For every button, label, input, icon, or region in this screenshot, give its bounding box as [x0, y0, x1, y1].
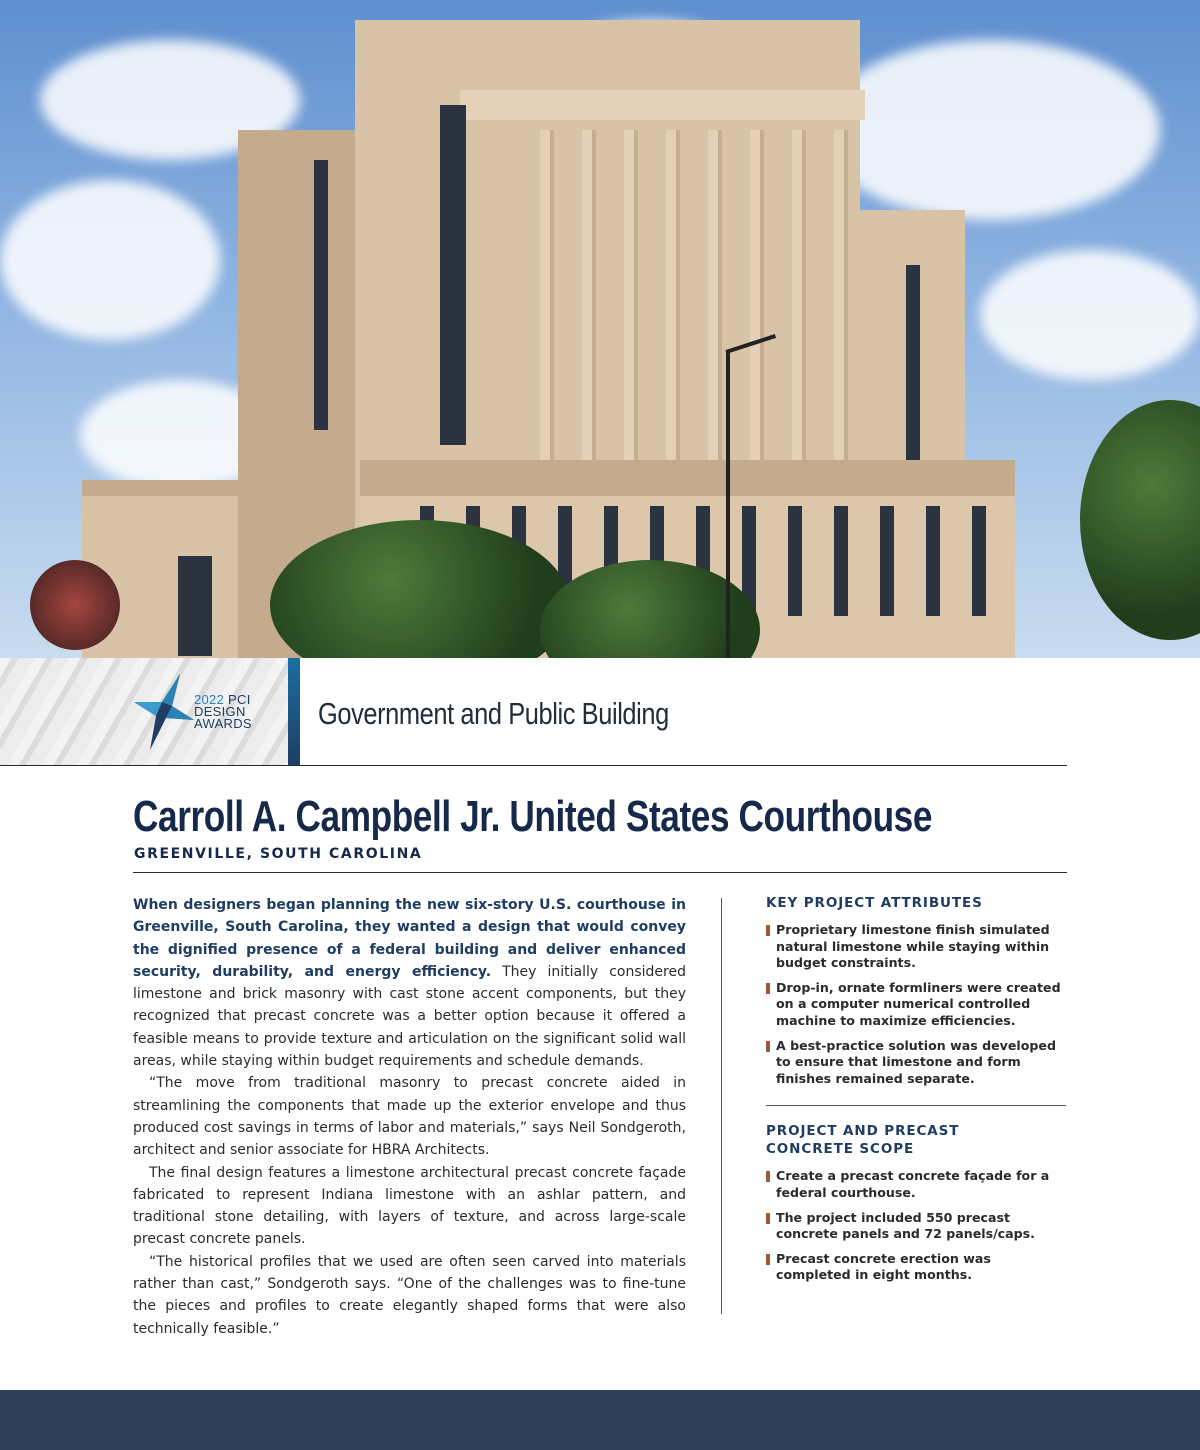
column-divider: [721, 898, 722, 1314]
article-body: [133, 894, 686, 1340]
body-paragraph-3: The final design features a limestone architectural precast concrete façade fabricated to represent Indiana limestone with an ashlar pattern, and traditional stone detailing, with layers of texture, and across large-scale precast concrete panels.: [133, 1164, 686, 1248]
footer-band: [0, 1390, 1200, 1450]
award-org: PCI: [228, 692, 251, 707]
attributes-heading: KEY PROJECT ATTRIBUTES: [766, 895, 983, 911]
scope-heading-line-2: CONCRETE SCOPE: [766, 1141, 915, 1158]
list-item: [766, 1038, 1066, 1088]
attributes-list: [766, 922, 1066, 1087]
category-banner: [0, 658, 1200, 768]
star-logo-icon: [132, 672, 196, 752]
pci-award-badge: [132, 672, 282, 752]
body-paragraph-2: “The move from traditional masonry to precast concrete aided in streamlining the components that made up the exterior envelope and thus produced cost savings in terms of labor and materials,” says Neil Sondgeroth, architect and senior associate for HBRA Architects.: [133, 1075, 686, 1159]
title-rule: [133, 872, 1067, 873]
sidebar-rule: [766, 1105, 1066, 1106]
list-item-text: Create a precast concrete façade for a federal courthouse.: [776, 1168, 1050, 1200]
award-line2: DESIGN: [194, 704, 246, 719]
list-item: [766, 1210, 1066, 1243]
location-subtitle: GREENVILLE, SOUTH CAROLINA: [134, 846, 423, 862]
body-p1-rest: They initially considered limestone and brick masonry with cast stone accent components, but they recognized that precast concrete was a better option because it offered a feasible means to provide texture and articulation on the significant solid wall areas, while staying within budget requirements and schedule demands.: [133, 963, 686, 1070]
list-item-text: A best-practice solution was developed to ensure that limestone and form finishes remained separate.: [776, 1037, 1056, 1086]
list-item: [766, 980, 1066, 1030]
scope-heading-line-1: PROJECT AND PRECAST: [766, 1123, 960, 1140]
page-title: Carroll A. Campbell Jr. United States Courthouse: [133, 792, 933, 841]
bullet-icon: [766, 925, 770, 936]
award-line3: AWARDS: [194, 716, 252, 731]
hero-photo: [0, 0, 1200, 658]
sidebar: [766, 894, 1066, 1292]
list-item: [766, 1251, 1066, 1284]
banner-rule: [0, 765, 1067, 766]
category-label: Government and Public Building: [318, 696, 669, 731]
list-item-text: Proprietary limestone finish simulated natural limestone while staying within budget constraints.: [776, 922, 1050, 971]
bullet-icon: [766, 983, 770, 994]
bullet-icon: [766, 1171, 770, 1182]
list-item-text: Drop-in, ornate formliners were created on a computer numerical controlled machine to maximize efficiencies.: [776, 979, 1061, 1028]
list-item-text: The project included 550 precast concrete panels and 72 panels/caps.: [776, 1209, 1035, 1242]
body-lead: When designers began planning the new six-story U.S. courthouse in Greenville, South Carolina, they wanted a design that would convey the dignified presence of a federal building and deliver enhanced security, durability, and energy efficiency.: [133, 897, 686, 980]
banner-accent-bar: [288, 658, 300, 766]
bullet-icon: [766, 1041, 770, 1052]
bullet-icon: [766, 1213, 770, 1224]
scope-heading: [766, 1122, 1066, 1158]
award-text: [194, 694, 252, 730]
body-paragraph-1: [133, 894, 686, 1072]
list-item: [766, 922, 1066, 972]
bullet-icon: [766, 1254, 770, 1265]
list-item-text: Precast concrete erection was completed in eight months.: [776, 1250, 991, 1283]
award-year: 2022: [194, 692, 225, 707]
body-paragraph-4: “The historical profiles that we used are often seen carved into materials rather than cast,” Sondgeroth says. “One of the challenges was to fine-tune the pieces and profiles to create elegantly shaped forms that were also technically feasible.”: [133, 1253, 686, 1337]
scope-list: [766, 1168, 1066, 1284]
list-item: [766, 1168, 1066, 1201]
